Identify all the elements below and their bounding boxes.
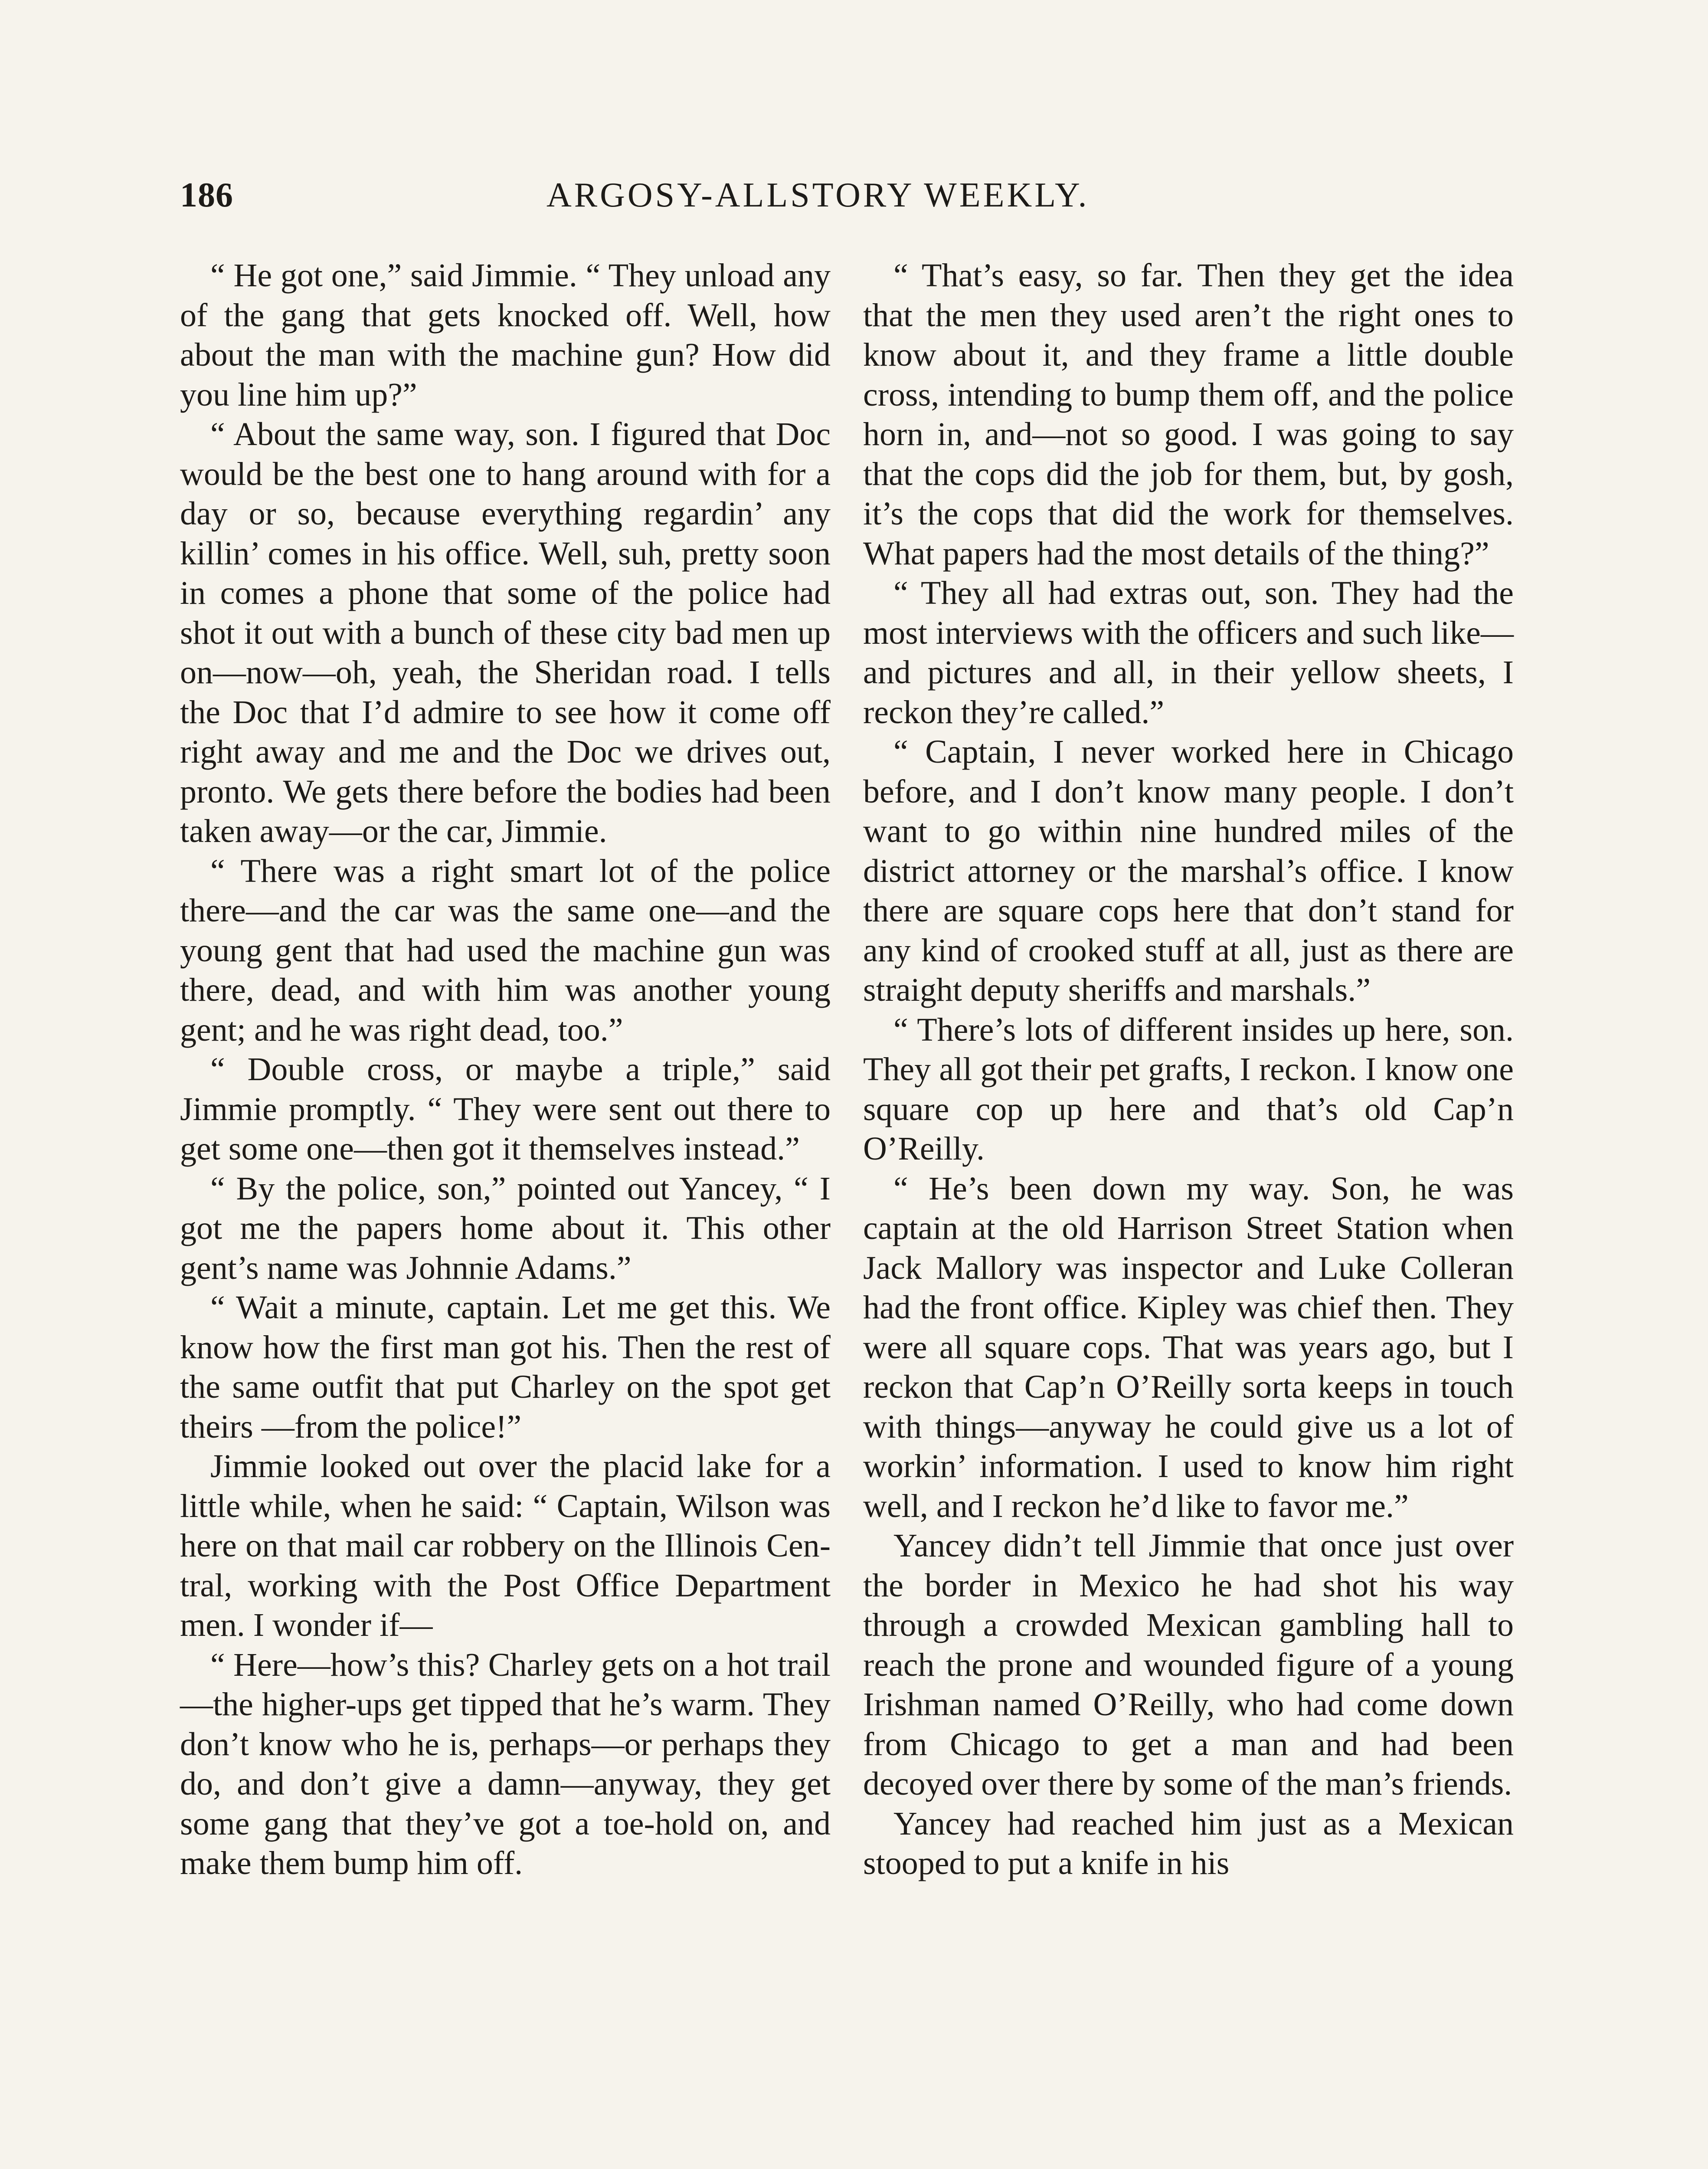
paragraph: “ There’s lots of different insides up here, son. They all got their pet grafts, I reckon. I know one square cop up here and that’s old Cap’n O’Reilly.: [863, 1011, 1514, 1167]
right-column: [863, 256, 1514, 1884]
page-number: 186: [180, 176, 233, 214]
paragraph: Yancey didn’t tell Jimmie that once just over the border in Mexico he had shot his way through a crowded Mexican gambling hall to reach the prone and wounded figure of a young Irishman named O’Reilly, who had come down from Chicago to get a man and had been decoyed over there by some of the man’s friends.: [863, 1527, 1514, 1802]
paragraph: “ Wait a minute, captain. Let me get this. We know how the first man got his. Then the rest of the same outfit that put Charley on the spot get theirs —from the police!”: [180, 1289, 831, 1445]
paragraph: Yancey had reached him just as a Mexican stooped to put a knife in his: [863, 1805, 1514, 1881]
paragraph: “ Here—how’s this? Charley gets on a hot trail—the higher-ups get tipped that he’s warm. They don’t know who he is, perhaps—or perhaps they do, and don’t give a damn—anyway, they get some gang that they’ve got a toe-hold on, and make them bump him off.: [180, 1646, 831, 1881]
paragraph: “ Captain, I never worked here in Chicago before, and I don’t know many people. I don’t want to go within nine hundred miles of the district attorney or the marshal’s office. I know there are square cops here that don’t stand for any kind of crooked stuff at all, just as there are straight deputy sheriffs and marshals.”: [863, 734, 1514, 1008]
paragraph: “ By the police, son,” pointed out Yancey, “ I got me the papers home about it. This other gent’s name was Johnnie Adams.”: [180, 1170, 831, 1286]
paragraph: “ That’s easy, so far. Then they get the idea that the men they used aren’t the right ones to know about it, and they frame a little double cross, intending to bump them off, and the police horn in, and—not so good. I was going to say that the cops did the job for them, but, by gosh, it’s the cops that did the work for themselves. What papers had the most details of the thing?”: [863, 257, 1514, 572]
paragraph: Jimmie looked out over the placid lake for a little while, when he said: “ Captain, Wilson was here on that mail car robbery on the Illinois Central, working with the Post Office Department men. I wonder if—: [180, 1448, 831, 1643]
page-header: [180, 171, 1514, 232]
paragraph: “ He’s been down my way. Son, he was captain at the old Harrison Street Station when Jack Mallory was inspector and Luke Colleran had the front office. Kipley was chief then. They were all square cops. That was years ago, but I reckon that Cap’n O’Reilly sorta keeps in touch with things—anyway he could give us a lot of workin’ information. I used to know him right well, and I reckon he’d like to favor me.”: [863, 1170, 1514, 1524]
paragraph: “ He got one,” said Jimmie. “ They unload any of the gang that gets knocked off. Well, how about the man with the machine gun? How did you line him up?”: [180, 257, 831, 413]
running-head: ARGOSY-ALLSTORY WEEKLY.: [546, 176, 1090, 214]
left-column: [180, 256, 831, 1884]
paragraph: “ Double cross, or maybe a triple,” said Jimmie promptly. “ They were sent out there to get some one—then got it themselves instead.”: [180, 1051, 831, 1167]
paragraph: “ About the same way, son. I figured that Doc would be the best one to hang around with for a day or so, because everything regardin’ any killin’ comes in his office. Well, suh, pretty soon in comes a phone that some of the police had shot it out with a bunch of these city bad men up on—now—oh, yeah, the Sheridan road. I tells the Doc that I’d admire to see how it come off right away and me and the Doc we drives out, pronto. We gets there before the bodies had been taken away—or the car, Jimmie.: [180, 416, 831, 849]
paragraph: “ They all had extras out, son. They had the most interviews with the officers and such like—and pictures and all, in their yellow sheets, I reckon they’re called.”: [863, 575, 1514, 731]
paragraph: “ There was a right smart lot of the police there—and the car was the same one—and the young gent that had used the machine gun was there, dead, and with him was another young gent; and he was right dead, too.”: [180, 852, 831, 1048]
